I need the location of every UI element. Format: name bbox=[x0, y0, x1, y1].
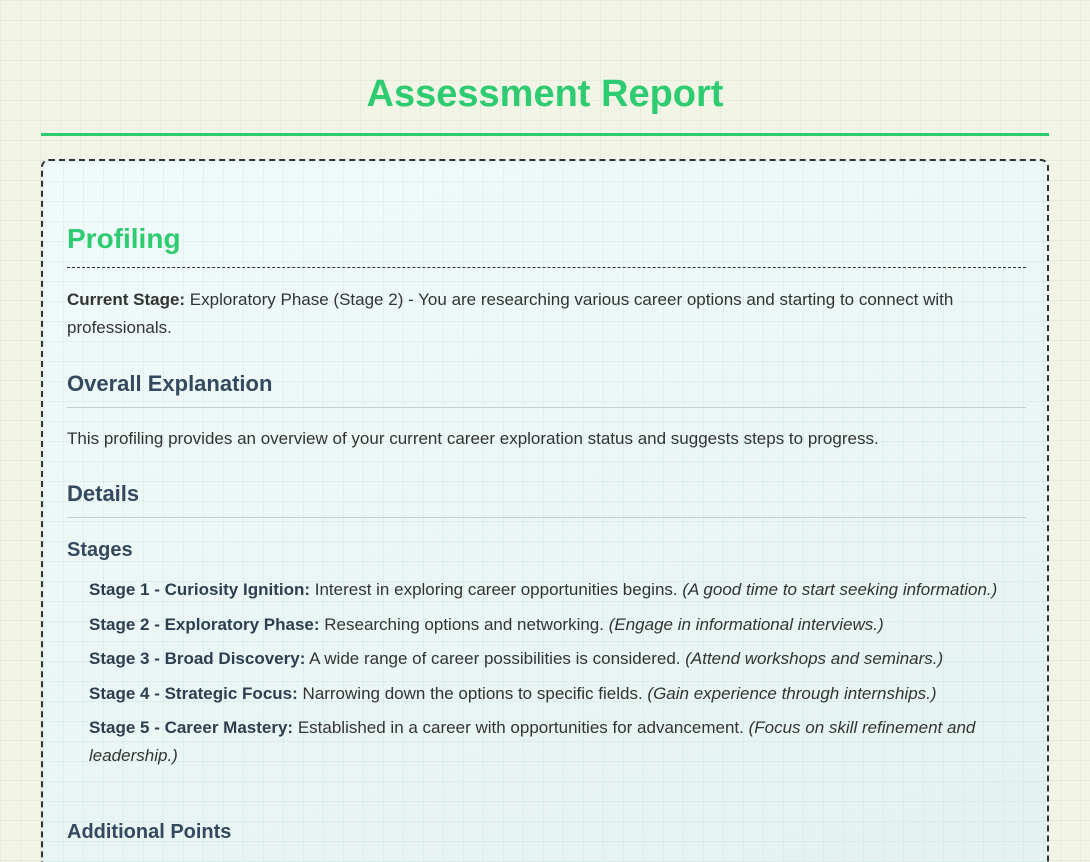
stage-item bbox=[89, 611, 1009, 639]
stage-label: Stage 2 - Exploratory Phase: bbox=[89, 614, 320, 634]
stage-item bbox=[89, 680, 1009, 708]
overall-explanation-heading: Overall Explanation bbox=[67, 371, 273, 396]
stage-item bbox=[89, 576, 1009, 604]
stage-text: Interest in exploring career opportunities begins. bbox=[310, 580, 683, 599]
details-divider bbox=[67, 517, 1026, 518]
current-stage-label: Current Stage: bbox=[67, 290, 186, 309]
overall-explanation-divider bbox=[67, 407, 1026, 408]
stage-label: Stage 5 - Career Mastery: bbox=[89, 718, 294, 737]
stages-heading: Stages bbox=[67, 539, 133, 561]
stage-label: Stage 3 - Broad Discovery: bbox=[89, 649, 306, 668]
stage-text: Established in a career with opportunities for advancement. bbox=[293, 718, 749, 737]
stage-label: Stage 1 - Curiosity Ignition: bbox=[89, 580, 311, 599]
title-divider bbox=[41, 133, 1049, 136]
stage-note: (A good time to start seeking information.) bbox=[682, 580, 998, 599]
details-heading: Details bbox=[67, 481, 140, 506]
stage-text: A wide range of career possibilities is considered. bbox=[305, 649, 686, 668]
section-title-profiling: Profiling bbox=[67, 223, 181, 254]
stage-note: (Gain experience through internships.) bbox=[647, 683, 937, 703]
stage-text: Narrowing down the options to specific fields. bbox=[297, 683, 648, 703]
profiling-panel bbox=[41, 159, 1049, 862]
stage-item bbox=[89, 645, 1009, 673]
stage-label: Stage 4 - Strategic Focus: bbox=[89, 683, 298, 703]
stage-item bbox=[89, 714, 1009, 770]
stages-list bbox=[89, 576, 1009, 777]
page-title: Assessment Report bbox=[366, 73, 724, 115]
stage-text: Researching options and networking. bbox=[319, 614, 609, 634]
current-stage-text: Exploratory Phase (Stage 2) - You are researching various career options and starting to connect with professionals. bbox=[67, 290, 954, 337]
current-stage-paragraph bbox=[67, 286, 1027, 342]
overall-explanation-text: This profiling provides an overview of your current career exploration status and suggests steps to progress. bbox=[67, 429, 879, 448]
stage-note: (Focus on skill refinement and leadership.) bbox=[89, 718, 976, 765]
section-divider bbox=[67, 267, 1026, 268]
stage-note: (Engage in informational interviews.) bbox=[608, 614, 884, 634]
stage-note: (Attend workshops and seminars.) bbox=[685, 649, 944, 668]
additional-points-heading: Additional Points bbox=[67, 821, 232, 843]
